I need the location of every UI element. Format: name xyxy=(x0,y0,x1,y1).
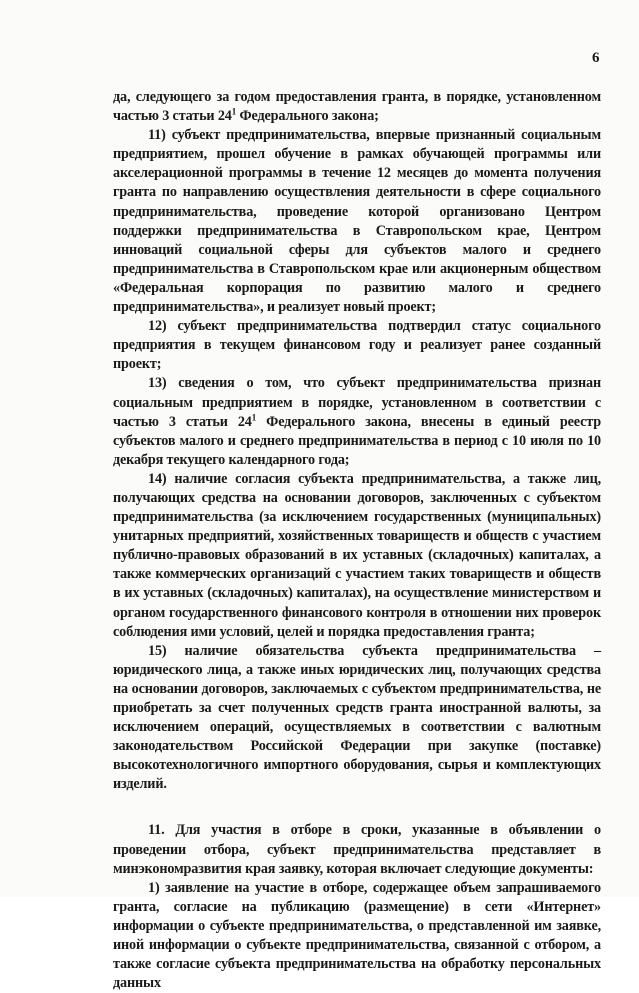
paragraph-item-12: 12) субъект предпринимательства подтвердил статус социального предприятия в текущем финансовом году и реализует ранее созданный проект; xyxy=(113,318,601,373)
section-gap xyxy=(113,794,601,821)
superscript: 1 xyxy=(251,411,257,422)
paragraph-item-13: 13) сведения о том, что субъект предпринимательства признан социальным предприятием в порядке, установленном в соответствии с частью 3 статьи $24^1$ Федерального закона, внесены в единый реестр субъектов малого и среднего предпринимательства в период с 10 июля по 10 декабря текущего календарного года; xyxy=(113,375,601,468)
paragraph-item-11: 11) субъект предпринимательства, впервые признанный социальным предприятием, прошел обучение в рамках обучающей программы или акселерационной программы в течение 12 месяцев до момента получения гранта по направлению осуществления деятельности в сфере социального предпринимательства, проведение которой организовано Центром поддержки предпринимательства в Ставропольском крае, Центром инноваций социальной сферы для субъектов малого и среднего предпринимательства в Ставропольском крае или акционерным обществом «Федеральная корпорация по развитию малого и среднего предпринимательства», и реализует новый проект; xyxy=(113,127,601,316)
paragraph-subitem-1: 1) заявление на участие в отборе, содержащее объем запрашиваемого гранта, согласие на публикацию (размещение) в сети «Интернет» информации о субъекте предпринимательства, о представленной им заявке, иной информации о субъекте предпринимательства, связанной с отбором, а также согласие субъекта предпринимательства на обработку персональных данных xyxy=(113,879,601,992)
superscript: 1 xyxy=(231,106,237,117)
paragraph-continuation: да, следующего за годом предоставления гранта, в порядке, установленном частью 3 статьи $24^1$ Федерального закона; xyxy=(113,89,601,125)
paragraph-item-14: 14) наличие согласия субъекта предпринимательства, а также лиц, получающих средства на основании договоров, заключенных с субъектом предпринимательства (за исключением государственных (муниципальных) унитарных предприятий, хозяйственных товариществ и обществ с участием публично-правовых образований в их уставных (складочных) капиталах, а также коммерческих организаций с участием таких товариществ и обществ в их уставных (складочных) капиталах), на осуществление министерством и органом государственного финансового контроля в отношении них проверок соблюдения ими условий, целей и порядка предоставления гранта; xyxy=(113,470,601,640)
document-body xyxy=(113,88,601,993)
paragraph-section-11: 11. Для участия в отборе в сроки, указанные в объявлении о проведении отбора, субъект предпринимательства представляет в минэкономразвития края заявку, которая включает следующие документы: xyxy=(113,822,601,877)
paragraph-item-15: 15) наличие обязательства субъекта предпринимательства – юридического лица, а также иных юридических лиц, получающих средства на основании договоров, заключаемых с субъектом предпринимательства, не приобретать за счет полученных средств гранта иностранной валюты, за исключением операций, осуществляемых в соответствии с валютным законодательством Российской Федерации при закупке (поставке) высокотехнологичного импортного оборудования, сырья и комплектующих изделий. xyxy=(113,642,601,793)
page-number: 6 xyxy=(592,50,600,66)
